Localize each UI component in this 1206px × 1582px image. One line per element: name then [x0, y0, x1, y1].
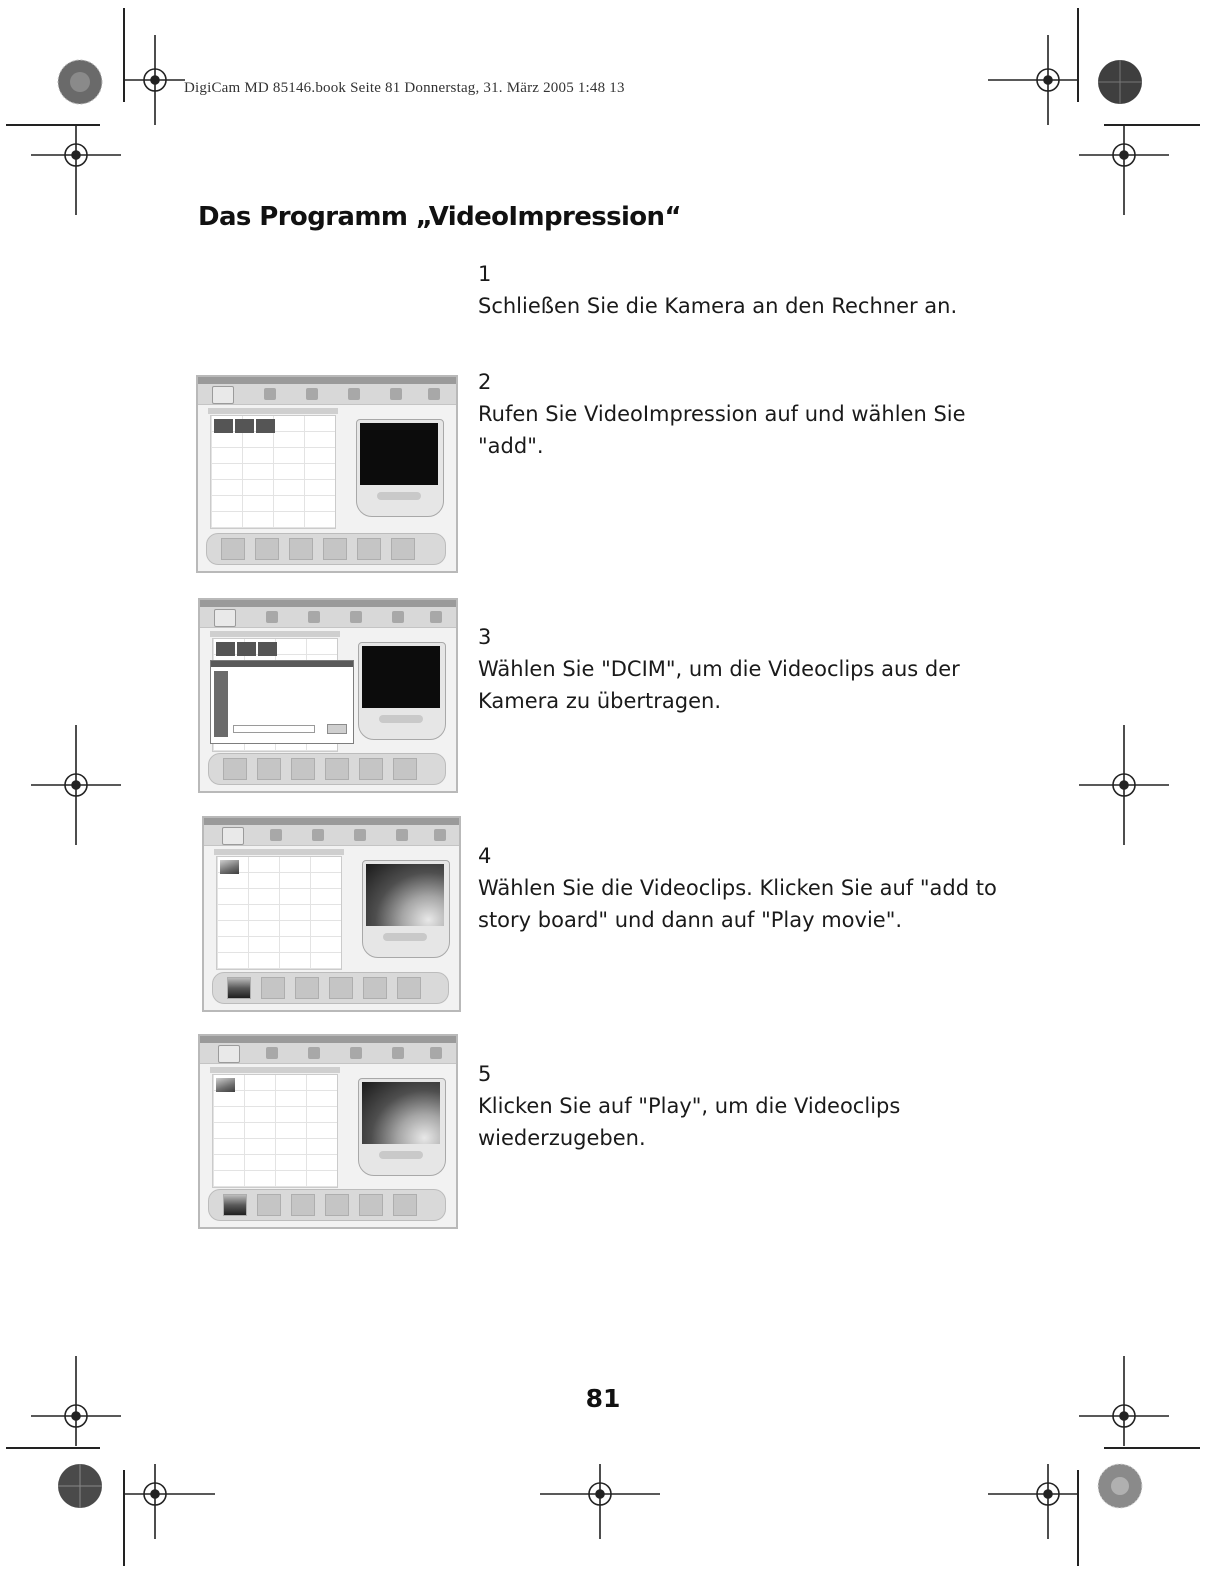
storyboard-slot	[329, 977, 353, 999]
preview-screen	[362, 1082, 440, 1144]
step-1	[478, 258, 1018, 322]
storyboard-slot	[359, 1194, 383, 1216]
app-toolbar	[198, 384, 456, 405]
screenshot-step-2	[196, 375, 458, 573]
step-number: 1	[478, 262, 492, 286]
toolbar-icon	[428, 388, 440, 400]
playback-controls	[379, 715, 423, 723]
toolbar-icon	[308, 611, 320, 623]
toolbar-icon	[434, 829, 446, 841]
preview-monitor	[358, 642, 446, 740]
step-number: 4	[478, 844, 492, 868]
media-thumbnail	[258, 642, 277, 656]
storyboard-slot	[257, 758, 281, 780]
step-text: Klicken Sie auf "Play", um die Videoclips wiederzugeben.	[478, 1094, 901, 1150]
step-text: Rufen Sie VideoImpression auf und wählen Sie "add".	[478, 402, 966, 458]
step-number: 3	[478, 625, 492, 649]
storyboard	[208, 753, 446, 785]
window-titlebar	[200, 1036, 456, 1043]
app-toolbar	[204, 825, 459, 846]
toolbar-icon	[308, 1047, 320, 1059]
storyboard-slot	[363, 977, 387, 999]
storyboard-slot	[221, 538, 245, 560]
toolbar-icon	[430, 611, 442, 623]
storyboard-slot	[397, 977, 421, 999]
window-titlebar	[204, 818, 459, 825]
dialog-places-bar	[214, 671, 228, 737]
preview-monitor	[362, 860, 450, 958]
toolbar-icon	[390, 388, 402, 400]
dialog-titlebar	[211, 661, 353, 667]
step-number: 5	[478, 1062, 492, 1086]
storyboard-slot	[257, 1194, 281, 1216]
storyboard-slot	[393, 758, 417, 780]
media-thumbnail	[235, 419, 254, 433]
media-thumbnail	[256, 419, 275, 433]
storyboard-slot	[223, 758, 247, 780]
toolbar-icon	[266, 611, 278, 623]
step-4	[478, 840, 1018, 936]
storyboard	[208, 1189, 446, 1221]
album-bar	[208, 408, 338, 414]
toolbar-icon	[306, 388, 318, 400]
toolbar-icon	[354, 829, 366, 841]
storyboard-slot	[291, 1194, 315, 1216]
storyboard-slot	[325, 758, 349, 780]
toolbar-icon	[392, 1047, 404, 1059]
toolbar-icon	[392, 611, 404, 623]
capture-icon	[212, 386, 234, 404]
app-toolbar	[200, 607, 456, 628]
step-2	[478, 366, 1018, 462]
toolbar-icon	[266, 1047, 278, 1059]
preview-monitor	[358, 1078, 446, 1176]
step-text: Wählen Sie die Videoclips. Klicken Sie auf "add to story board" und dann auf "Play movie".	[478, 876, 997, 932]
toolbar-icon	[430, 1047, 442, 1059]
step-text: Wählen Sie "DCIM", um die Videoclips aus der Kamera zu übertragen.	[478, 657, 960, 713]
storyboard	[206, 533, 446, 565]
capture-icon	[222, 827, 244, 845]
storyboard-slot	[393, 1194, 417, 1216]
running-head: DigiCam MD 85146.book Seite 81 Donnerstag, 31. März 2005 1:48 13	[184, 80, 625, 96]
album-bar	[210, 1067, 340, 1073]
album-bar	[210, 631, 340, 637]
album-bar	[214, 849, 344, 855]
window-titlebar	[200, 600, 456, 607]
toolbar-icon	[312, 829, 324, 841]
preview-screen	[362, 646, 440, 708]
storyboard-slot	[291, 758, 315, 780]
storyboard	[212, 972, 449, 1004]
storyboard-slot	[289, 538, 313, 560]
media-thumbnail	[237, 642, 256, 656]
page-title: Das Programm „VideoImpression“	[198, 202, 681, 232]
toolbar-icon	[270, 829, 282, 841]
playback-controls	[383, 933, 427, 941]
storyboard-slot	[325, 1194, 349, 1216]
media-gallery	[212, 1074, 338, 1188]
storyboard-slot	[295, 977, 319, 999]
page-number: 81	[585, 1384, 621, 1413]
preview-screen	[360, 423, 438, 485]
storyboard-slot	[359, 758, 383, 780]
step-3	[478, 621, 1018, 717]
playback-controls	[379, 1151, 423, 1159]
toolbar-icon	[396, 829, 408, 841]
media-gallery	[216, 856, 342, 970]
toolbar-icon	[348, 388, 360, 400]
screenshot-step-4	[202, 816, 461, 1012]
screenshot-step-5	[198, 1034, 458, 1229]
toolbar-icon	[350, 1047, 362, 1059]
capture-icon	[218, 1045, 240, 1063]
step-number: 2	[478, 370, 492, 394]
storyboard-slot	[227, 977, 251, 999]
storyboard-slot	[357, 538, 381, 560]
storyboard-slot	[323, 538, 347, 560]
toolbar-icon	[350, 611, 362, 623]
open-file-dialog	[210, 660, 354, 744]
media-thumbnail	[220, 860, 239, 874]
storyboard-slot	[255, 538, 279, 560]
storyboard-slot	[261, 977, 285, 999]
step-5	[478, 1058, 1018, 1154]
toolbar-icon	[264, 388, 276, 400]
screenshot-step-3	[198, 598, 458, 793]
capture-icon	[214, 609, 236, 627]
preview-screen	[366, 864, 444, 926]
media-thumbnail	[216, 642, 235, 656]
playback-controls	[377, 492, 421, 500]
step-text: Schließen Sie die Kamera an den Rechner an.	[478, 294, 958, 318]
media-thumbnail	[214, 419, 233, 433]
preview-monitor	[356, 419, 444, 517]
media-gallery	[210, 415, 336, 529]
media-thumbnail	[216, 1078, 235, 1092]
file-name-field	[233, 725, 315, 733]
storyboard-slot	[391, 538, 415, 560]
app-toolbar	[200, 1043, 456, 1064]
storyboard-slot	[223, 1194, 247, 1216]
window-titlebar	[198, 377, 456, 384]
open-button	[327, 724, 347, 734]
